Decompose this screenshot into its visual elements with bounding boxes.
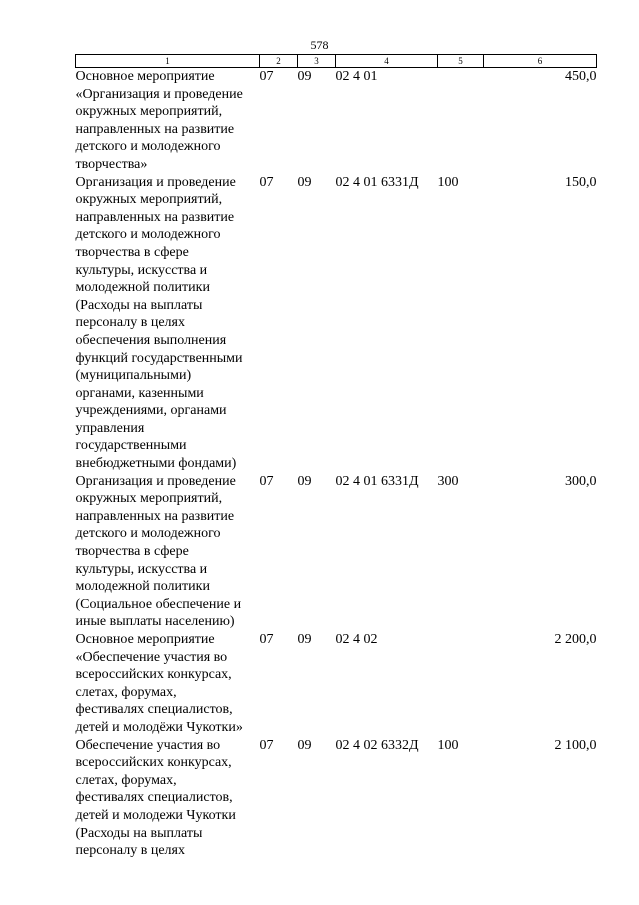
row-name-line: детей и молодежи Чукотки [75,807,236,823]
row-name [76,68,260,174]
row-name-line: функций государственными [75,350,243,366]
row-name-line: учреждениями, органами [75,403,227,419]
section-code: 07 [259,69,274,84]
row-name-line: персоналу в целях [75,843,185,859]
column-header: 4 [336,55,438,68]
row-name [76,631,260,737]
expense-type-code [438,631,484,737]
row-name-line: управления [75,420,145,436]
budget-table [75,54,597,860]
row-name [76,174,260,473]
header-row [76,55,597,68]
row-name-line: творчества» [75,156,148,172]
row-name-line: фестивалях специалистов, [75,790,233,806]
row-name-line: всероссийских конкурсах, [75,755,232,771]
row-name-line: Основное мероприятие [75,632,215,647]
row-name-line: окружных мероприятий, [75,104,223,120]
subsection-code: 09 [297,632,312,647]
row-name-line: окружных мероприятий, [75,192,223,208]
row-name-line: фестивалях специалистов, [75,702,233,718]
subsection-code: 09 [297,69,312,84]
row-name-line: направленных на развитие [75,508,235,524]
row-name-line: (Расходы на выплаты [75,297,203,313]
row-name-line: иные выплаты населению) [75,614,235,630]
expense-type-code: 100 [437,737,459,753]
row-name-line: окружных мероприятий, [75,491,223,507]
target-article-code: 02 4 02 6332Д [335,737,419,753]
table-row [76,473,597,631]
row-name-line: детского и молодежного [75,227,221,243]
row-name-line: «Организация и проведение [75,86,243,102]
amount: 300,0 [565,473,597,489]
row-name-line: государственными [75,438,187,454]
row-name-line: (муниципальными) [75,368,192,384]
row-name-line: молодежной политики [75,280,210,296]
amount: 2 200,0 [554,632,597,647]
table-row [76,737,597,860]
page-number: 578 [310,38,329,52]
row-name-line: слетах, форумах, [75,684,177,700]
column-header: 3 [298,55,336,68]
row-name-line: (Расходы на выплаты [75,825,203,841]
target-article-code: 02 4 01 6331Д [335,473,419,489]
row-name-line: детского и молодежного [75,526,221,542]
row-name [76,473,260,631]
column-header: 6 [484,55,597,68]
row-name-line: всероссийских конкурсах, [75,667,232,683]
row-name-line: внебюджетными фондами) [75,456,237,472]
row-name-line: слетах, форумах, [75,772,177,788]
section-code: 07 [259,473,274,489]
expense-type-code: 300 [437,473,459,489]
row-name-line: обеспечения выполнения [75,332,227,348]
subsection-code: 09 [297,737,312,753]
row-name-line: персоналу в целях [75,315,185,331]
section-code: 07 [259,174,274,190]
section-code: 07 [259,632,274,647]
section-code: 07 [259,737,274,753]
row-name-line: (Социальное обеспечение и [75,596,242,612]
row-name [76,737,260,860]
column-header: 2 [260,55,298,68]
table-row [76,174,597,473]
column-header: 5 [438,55,484,68]
target-article-code: 02 4 01 6331Д [335,174,419,190]
row-name-line: Организация и проведение [75,473,236,489]
amount: 150,0 [565,174,597,190]
row-name-line: «Обеспечение участия во [75,649,228,665]
row-name-line: направленных на развитие [75,209,235,225]
table-row [76,68,597,174]
row-name-line: детского и молодежного [75,139,221,155]
row-name-line: культуры, искусства и [75,262,208,278]
subsection-code: 09 [297,473,312,489]
target-article-code: 02 4 02 [335,632,378,647]
row-name-line: Основное мероприятие [75,69,215,84]
row-name-line: органами, казенными [75,385,204,401]
row-name-line: молодежной политики [75,579,210,595]
target-article-code: 02 4 01 [335,69,378,84]
expense-type-code [438,68,484,174]
amount: 2 100,0 [554,737,597,753]
subsection-code: 09 [297,174,312,190]
row-name-line: Обеспечение участия во [75,737,221,753]
row-name-line: направленных на развитие [75,121,235,137]
row-name-line: Организация и проведение [75,174,236,190]
row-name-line: культуры, искусства и [75,561,208,577]
row-name-line: творчества в сфере [75,544,189,560]
expense-type-code: 100 [437,174,459,190]
table-row [76,631,597,737]
amount: 450,0 [565,69,597,84]
row-name-line: детей и молодёжи Чукотки» [75,719,243,735]
row-name-line: творчества в сфере [75,244,189,260]
column-header: 1 [76,55,260,68]
